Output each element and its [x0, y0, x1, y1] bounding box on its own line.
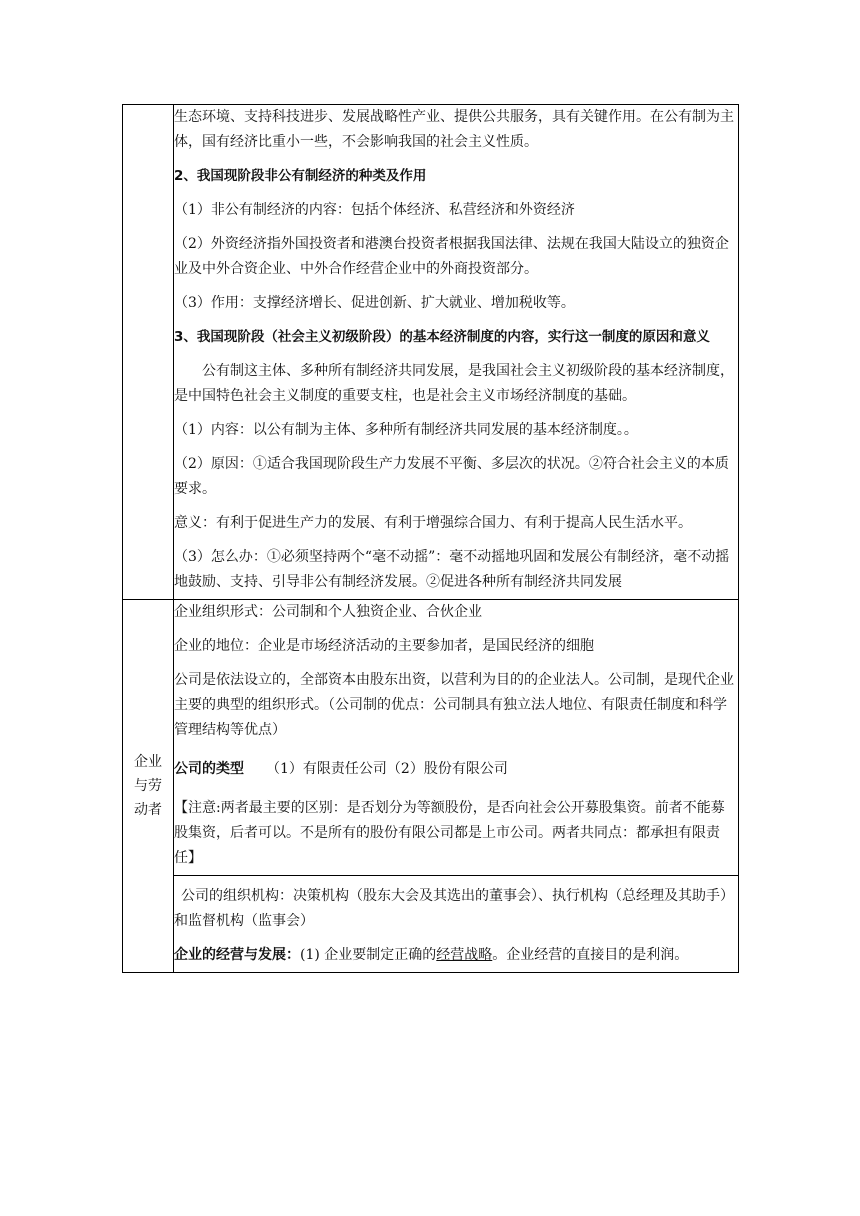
section-heading: 2、我国现阶段非公有制经济的种类及作用 [174, 168, 427, 184]
enterprise-content-cell [174, 600, 739, 876]
note-paragraph: 【注意:两者最主要的区别：是否划分为等额股份，是否向社会公开募股集资。前者不能募股集资，后者可以。不是所有的股份有限公司都是上市公司。两者共同点：都承担有限责任】 [174, 800, 725, 866]
paragraph: （2）原因：①适合我国现阶段生产力发展不平衡、多层次的状况。②符合社会主义的本质要求。 [174, 456, 729, 497]
paragraph: （3）怎么办：①必须坚持两个“毫不动摇”：毫不动摇地巩固和发展公有制经济，毫不动摇地鼓励、支持、引导非公有制经济发展。②促进各种所有制经济共同发展 [174, 549, 730, 590]
paragraph: 公司的组织机构：决策机构（股东大会及其选出的董事会）、执行机构（总经理及其助手）和监督机构（监事会） [174, 888, 734, 929]
economy-content-cell [174, 105, 739, 600]
side-cell-label [123, 600, 174, 973]
paragraph: 生态环境、支持科技进步、发展战略性产业、提供公共服务，具有关键作用。在公有制为主体，国有经济比重小一些，不会影响我国的社会主义性质。 [174, 109, 734, 150]
paragraph: 意义：有利于促进生产力的发展、有利于增强综合国力、有利于提高人民生活水平。 [174, 515, 692, 531]
paragraph: （1）非公有制经济的内容：包括个体经济、私营经济和外资经济 [174, 202, 575, 218]
content-table [122, 104, 739, 973]
organization-content-cell [174, 876, 739, 973]
paragraph: （1）内容：以公有制为主体、多种所有制经济共同发展的基本经济制度。。 [174, 422, 638, 438]
operations-text: (1) 企业要制定正确的 [300, 947, 437, 963]
paragraph: （2）外资经济指外国投资者和港澳台投资者根据我国法律、法规在我国大陆设立的独资企业及中外合资企业、中外合作经营企业中的外商投资部分。 [174, 236, 729, 277]
strategy-term: 经营战略 [436, 947, 493, 963]
table-row [123, 876, 739, 973]
side-label: 企业与劳动者 [134, 754, 162, 818]
side-cell-empty [123, 105, 174, 600]
paragraph: 公司是依法设立的，全部资本由股东出资，以营利为目的的企业法人。公司制，是现代企业主要的典型的组织形式。（公司制的优点：公司制具有独立法人地位、有限责任制度和科学管理结构等优点） [174, 672, 734, 738]
table-row [123, 600, 739, 876]
operations-paragraph [174, 943, 738, 968]
paragraph: 公有制这主体、多种所有制经济共同发展，是我国社会主义初级阶段的基本经济制度，是中国特色社会主义制度的重要支柱，也是社会主义市场经济制度的基础。 [174, 363, 734, 404]
paragraph: （3）作用：支撑经济增长、促进创新、扩大就业、增加税收等。 [174, 295, 575, 311]
table-row [123, 105, 739, 600]
company-types-text: （1）有限责任公司（2）股份有限公司 [266, 761, 508, 777]
company-types [174, 757, 738, 782]
paragraph: 企业的地位：企业是市场经济活动的主要参加者，是国民经济的细胞 [174, 638, 594, 654]
company-types-label: 公司的类型 [174, 761, 244, 777]
section-heading: 3、我国现阶段（社会主义初级阶段）的基本经济制度的内容，实行这一制度的原因和意义 [174, 329, 710, 345]
operations-label: 企业的经营与发展： [174, 947, 300, 963]
paragraph: 企业组织形式：公司制和个人独资企业、合伙企业 [174, 604, 482, 620]
operations-text-end: 。企业经营的直接目的是利润。 [492, 947, 689, 963]
